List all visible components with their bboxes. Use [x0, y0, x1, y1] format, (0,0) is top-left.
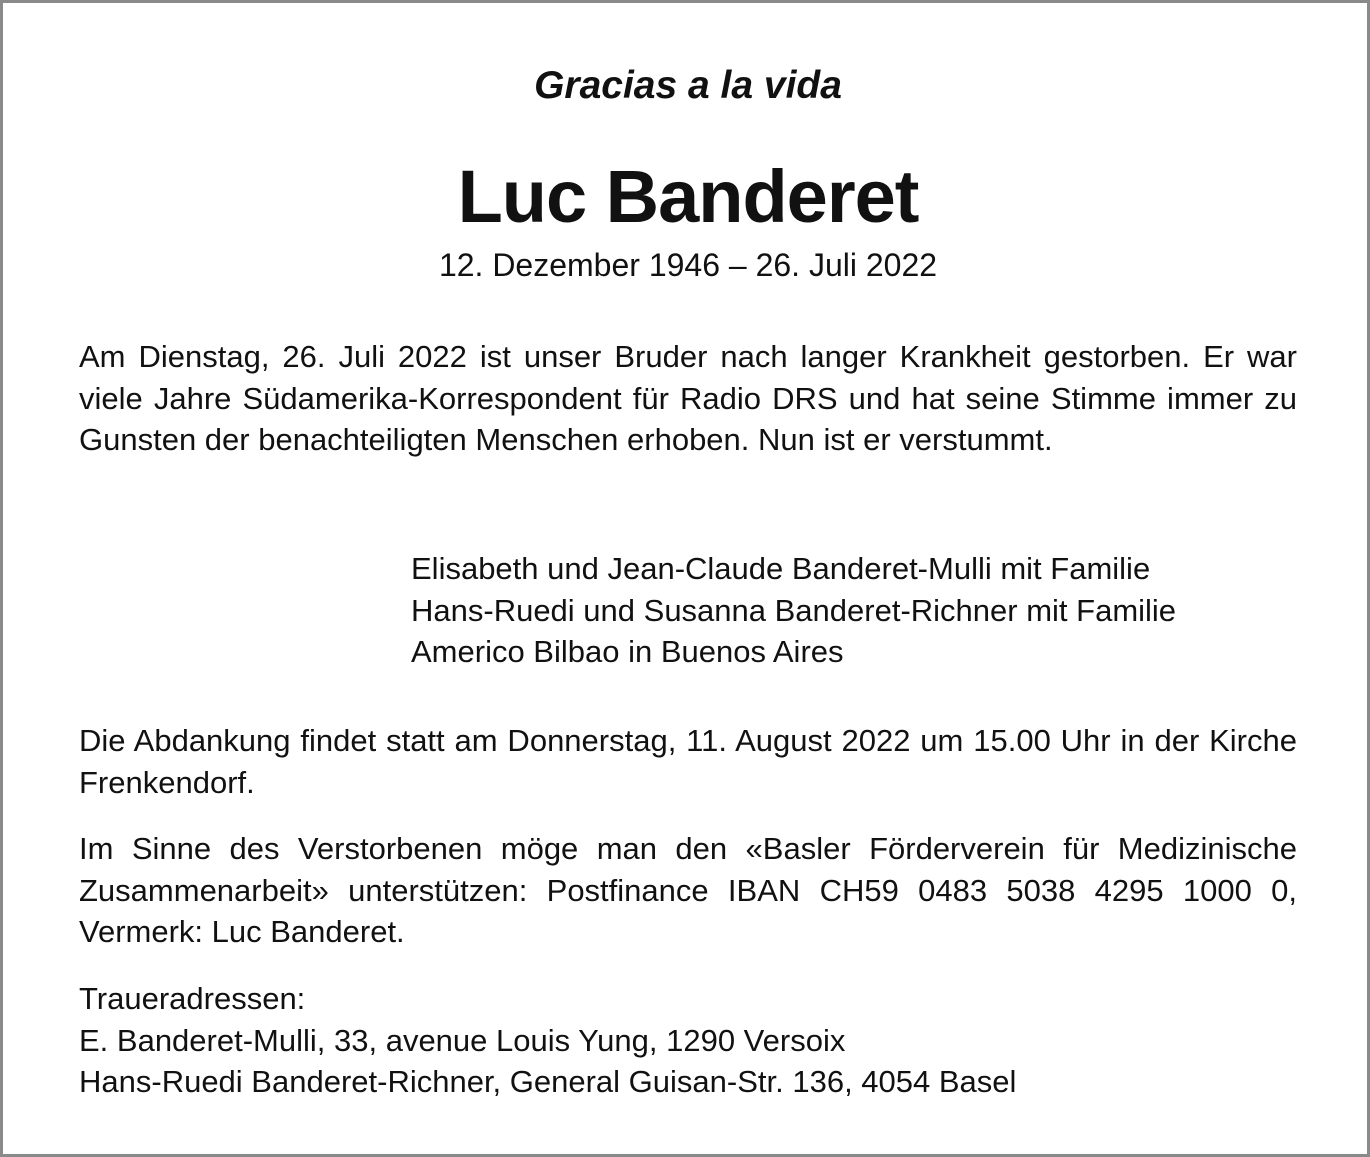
mourner-line: Americo Bilbao in Buenos Aires — [411, 634, 844, 669]
funeral-service-info: Die Abdankung findet statt am Donnerstag, 11. August 2022 um 15.00 Uhr in der Kirche Frenkendorf. — [79, 723, 1297, 800]
mourners-list — [411, 548, 1311, 673]
condolence-addresses — [79, 978, 1297, 1103]
mourner-line: Hans-Ruedi und Susanna Banderet-Richner mit Familie — [411, 592, 1177, 628]
address-line: E. Banderet-Mulli, 33, avenue Louis Yung, 1290 Versoix — [79, 1022, 846, 1058]
addresses-heading: Traueradressen: — [79, 981, 306, 1016]
mourner-line: Elisabeth und Jean-Claude Banderet-Mulli mit Familie — [411, 551, 1151, 586]
donation-request: Im Sinne des Verstorbenen möge man den «Basler Förderverein für Medizinische Zusammenarbeit» unterstützen: Postfinance IBAN CH59 0483 5038 4295 1000 0, Vermerk: Luc Banderet. — [79, 831, 1297, 949]
life-dates: 12. Dezember 1946 – 26. Juli 2022 — [438, 247, 938, 283]
death-announcement: Am Dienstag, 26. Juli 2022 ist unser Bruder nach langer Krankheit gestorben. Er war viele Jahre Südamerika-Korrespondent für Radio DRS und hat seine Stimme immer zu Gunsten der benachteiligten Menschen erhoben. Nun ist er verstummt. — [79, 339, 1297, 457]
address-line: Hans-Ruedi Banderet-Richner, General Guisan-Str. 136, 4054 Basel — [79, 1064, 1017, 1099]
motto: Gracias a la vida — [534, 64, 842, 107]
deceased-name: Luc Banderet — [457, 155, 919, 238]
